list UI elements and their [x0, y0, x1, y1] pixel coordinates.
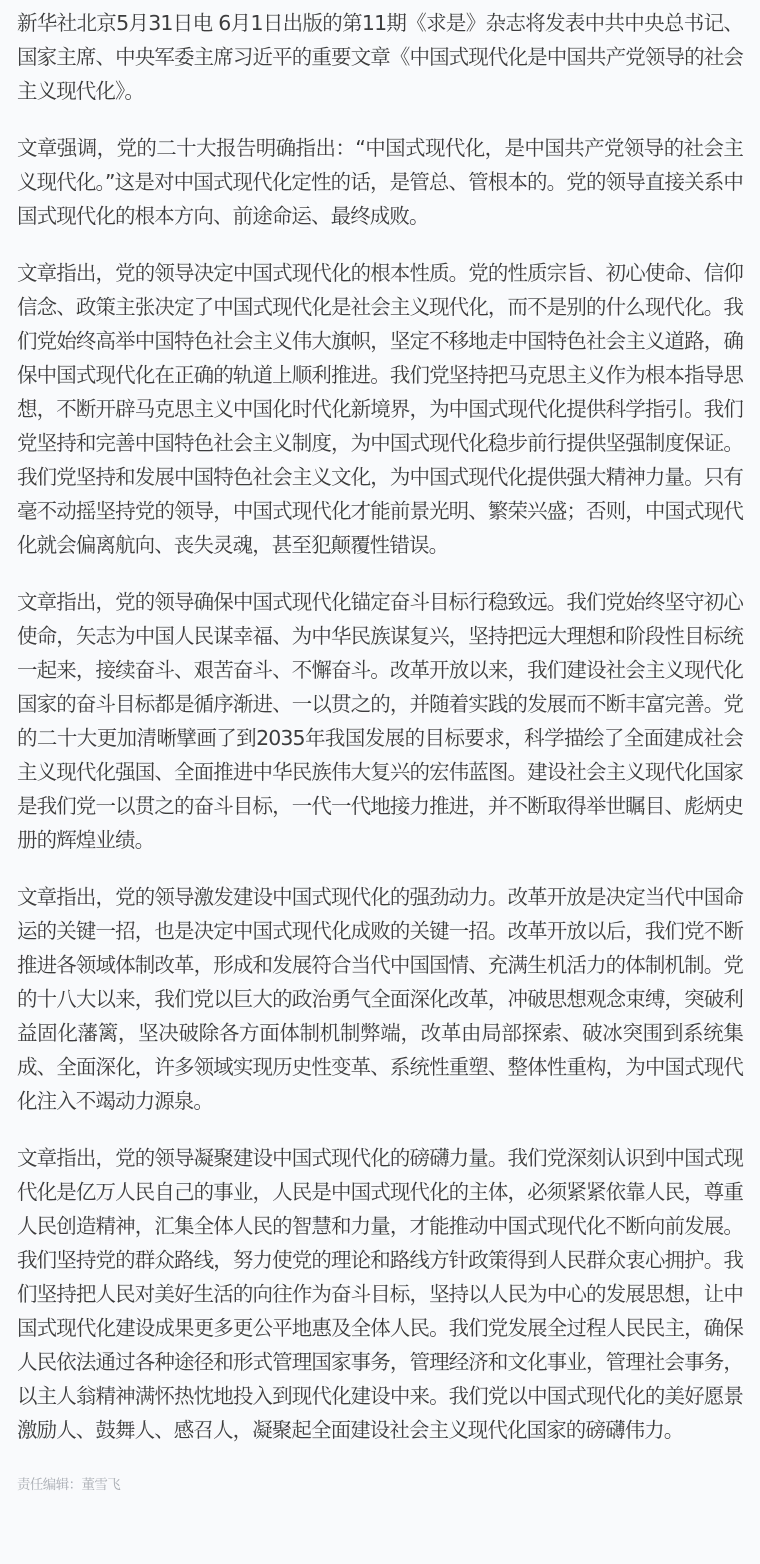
article-paragraph: 文章指出，党的领导凝聚建设中国式现代化的磅礴力量。我们党深刻认识到中国式现代化是亿万人民自己的事业，人民是中国式现代化的主体，必须紧紧依靠人民，尊重人民创造精神，汇集全体人民的智慧和力量，才能推动中国式现代化不断向前发展。我们坚持党的群众路线，努力使党的理论和路线方针政策得到人民群众衷心拥护。我们坚持把人民对美好生活的向往作为奋斗目标，坚持以人民为中心的发展思想，让中国式现代化建设成果更多更公平地惠及全体人民。我们党发展全过程人民民主，确保人民依法通过各种途径和形式管理国家事务，管理经济和文化事业，管理社会事务，以主人翁精神满怀热忱地投入到现代化建设中来。我们党以中国式现代化的美好愿景激励人、鼓舞人、感召人，凝聚起全面建设社会主义现代化国家的磅礴伟力。 [17, 1146, 743, 1442]
article-paragraph: 文章指出，党的领导确保中国式现代化锚定奋斗目标行稳致远。我们党始终坚守初心使命，矢志为中国人民谋幸福、为中华民族谋复兴，坚持把远大理想和阶段性目标统一起来，接续奋斗、艰苦奋斗、不懈奋斗。改革开放以来，我们建设社会主义现代化国家的奋斗目标都是循序渐进、一以贯之的，并随着实践的发展而不断丰富完善。党的二十大更加清晰擘画了到2035年我国发展的目标要求，科学描绘了全面建成社会主义现代化强国、全面推进中华民族伟大复兴的宏伟蓝图。建设社会主义现代化国家是我们党一以贯之的奋斗目标，一代一代地接力推进，并不断取得举世瞩目、彪炳史册的辉煌业绩。 [17, 590, 743, 852]
responsible-editor: 责任编辑：董雪飞 [17, 1477, 121, 1493]
article-paragraph: 文章指出，党的领导激发建设中国式现代化的强劲动力。改革开放是决定当代中国命运的关键一招，也是决定中国式现代化成败的关键一招。改革开放以后，我们党不断推进各领域体制改革，形成和发展符合当代中国国情、充满生机活力的体制机制。党的十八大以来，我们党以巨大的政治勇气全面深化改革，冲破思想观念束缚，突破利益固化藩篱，坚决破除各方面体制机制弊端，改革由局部探索、破冰突围到系统集成、全面深化，许多领域实现历史性变革、系统性重塑、整体性重构，为中国式现代化注入不竭动力源泉。 [17, 885, 743, 1113]
article-paragraph-lead: 新华社北京5月31日电 6月1日出版的第11期《求是》杂志将发表中共中央总书记、国家主席、中央军委主席习近平的重要文章《中国式现代化是中国共产党领导的社会主义现代化》。 [17, 11, 743, 103]
article-paragraph: 文章强调，党的二十大报告明确指出：“中国式现代化，是中国共产党领导的社会主义现代化。”这是对中国式现代化定性的话，是管总、管根本的。党的领导直接关系中国式现代化的根本方向、前途命运、最终成败。 [17, 136, 743, 228]
article-paragraph: 文章指出，党的领导决定中国式现代化的根本性质。党的性质宗旨、初心使命、信仰信念、政策主张决定了中国式现代化是社会主义现代化，而不是别的什么现代化。我们党始终高举中国特色社会主义伟大旗帜，坚定不移地走中国特色社会主义道路，确保中国式现代化在正确的轨道上顺利推进。我们党坚持把马克思主义作为根本指导思想，不断开辟马克思主义中国化时代化新境界，为中国式现代化提供科学指引。我们党坚持和完善中国特色社会主义制度，为中国式现代化稳步前行提供坚强制度保证。我们党坚持和发展中国特色社会主义文化，为中国式现代化提供强大精神力量。只有毫不动摇坚持党的领导，中国式现代化才能前景光明、繁荣兴盛；否则，中国式现代化就会偏离航向、丧失灵魂，甚至犯颠覆性错误。 [17, 261, 743, 557]
